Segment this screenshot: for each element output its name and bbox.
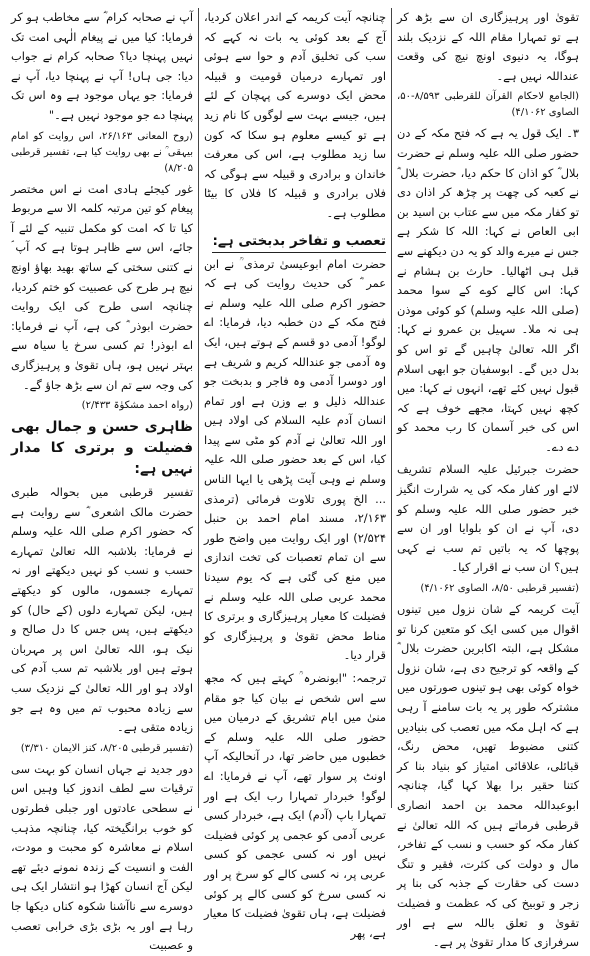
column-divider (198, 8, 199, 808)
paragraph: حضرت جبرئیل علیہ السلام تشریف لائے اور کفار مکہ کی یہ شرارت انگیز خبر حضور صلی اللہ علیہ وسلم کو دی، آپ نے ان کو بلوایا اور ان سے پوچھا کہ یہ باتیں تم سب نے کہی ہیں؟ ان سب نے اقرار کیا۔ (397, 462, 579, 575)
paragraph: تفسیر قرطبی میں بحوالہ طبری حضرت مالک اشعری ؓ سے روایت ہے کہ حضور اکرم صلی اللہ علیہ وسلم نے فرمایا: بلاشبہ اللہ تعالیٰ تمہارے حسب و نسب کو نہیں دیکھتے اور نہ تمہارے جسموں، مالوں کو دیکھتے ہیں، لیکن تمہارے دلوں (کے حال) کو دیکھتے ہیں، پس جس کا دل صالح و نیک ہو، اللہ تعالیٰ اس پر مہربان ہوتے ہیں اور بلاشبہ تم سب آدم کی اولاد ہو اور اللہ تعالیٰ کے نزدیک سب سے زیادہ محبوب تم میں وہ ہے جو زیادہ متقی ہے۔ (11, 485, 193, 735)
reference: (رواہ احمد مشکوٰۃ ۲/۴۳۳) (81, 400, 193, 412)
column-middle (201, 8, 389, 940)
paragraph: غور کیجئے ہادی امت نے اس مختصر پیغام کو تین مرتبہ کلمہ الا سے مربوط کیا تا کہ امت کو مکمل تنبیہ کے لئے آ جائے، اس سے ظاہر ہوتا ہے کہ آپ ؐ نے کتنی سختی کے ساتھ بھید بھاؤ اونچ نیچ ہر طرح کی عصبیت کو ختم کردیا، چنانچہ اسی طرح کی ایک روایت حضرت ابوذر ؓ کی ہے، آپ نے فرمایا: اے ابوذر! تم کسی سرخ یا سیاہ سے بہتر نہیں ہو، ہاں تقویٰ و پرہیزگاری کی وجہ سے تم ان سے بڑھ جاؤ گے۔ (11, 181, 193, 392)
section-heading: تعصب و تفاخر بدبختی ہے: (212, 231, 386, 253)
paragraph: حضرت امام ابوعیسیٰ ترمذی ؒ نے ابن عمر ؓ کی حدیث روایت کی ہے کہ حضور اکرم صلی اللہ علیہ وسلم نے فتح مکہ کے دن خطبہ دیا، فرمایا: اے لوگو! آدمی دو قسم کے ہوتے ہیں، ایک وہ آدمی جو عنداللہ کریم و شریف ہے اور دوسرا آدمی وہ فاجر و بدبخت جو عنداللہ ذلیل و بے وزن ہے اور تمام انسان آدم علیہ السلام کی اولاد ہیں اور اللہ تعالیٰ نے آدم کو مٹی سے پیدا کیا، اس کے بعد حضور صلی اللہ علیہ وسلم نے وہی آیت پڑھی یا ایہا الناس ... الخ پوری تلاوت فرمائی (ترمذی ۲/۱۶۳، مسند امام احمد بن حنبل ۲/۵۲۴) اور ایک روایت میں واضح طور سے ان تمام تعصبات کی تخت اندازی میں منع کی گئی ہے کہ یوم سیدنا محمد عربی صلی اللہ علیہ وسلم نے فضیلت کا معیار پرہیزگاری و برتری کا مناط محض تقویٰ و پرہیزگاری کو قرار دیا۔ (204, 256, 386, 663)
paragraph: آیت کریمہ کے شان نزول میں تینوں اقوال میں کسی ایک کو متعین کرنا تو مشکل ہے، البتہ اکابرین حضرت بلال ؓ کے واقعہ کو ترجیح دی ہے، شان نزول خواہ کوئی بھی ہو تینوں صورتوں میں مشترکہ طور پر یہ بات سامنے آ رہی ہے کہ اہل مکہ میں تعصب کی بنیادیں کتنی مضبوط تھیں، محض رنگ، قبائلی، علاقائی امتیاز کو بنیاد بنا کر کتنا حقیر برا بھلا کہا گیا، چنانچہ ابوعبداللہ محمد بن احمد انصاری قرطبی فرماتے ہیں کہ اللہ تعالیٰ نے کفار مکہ کو حسب و نسب کے تفاخر، مال و دولت کی کثرت، فقیر و تنگ دست کی حقارت کے جذبہ کی بنا پر زجر و توبیخ کی کہ عظمت و فضیلت تقویٰ و تعلق باللہ سے ہے اور سرفرازی کا مدار تقویٰ پر ہے۔ (397, 602, 579, 950)
paragraph: ۳۔ ایک قول یہ ہے کہ فتح مکہ کے دن حضور صلی اللہ علیہ وسلم نے حضرت بلال ؓ کو اذان کا حکم دیا، حضرت بلال ؓ نے کعبہ کی چھت پر چڑھ کر اذان دی تو کفار مکہ میں سے عتاب بن اسید بن ابی العاص نے کہا: اللہ کا شکر ہے جس نے میرے والد کو یہ دن دیکھنے سے قبل ہی اٹھالیا۔ حارث بن ہشام نے کہا: اس کالے کوے کے سوا محمد (صلی اللہ علیہ وسلم) کو کوئی موذن ہی نہ ملا۔ سہیل بن عمرو نے کہا: اگر اللہ تعالیٰ چاہیں گے تو اس کو بدل دیں گے۔ ابوسفیان جو ابھی اسلام قبول نہیں کئے تھے، انہوں نے کہا: میں کچھ نہیں کہتا، مجھے خوف ہے کہ اس کی خبر آسمان کا رب محمد کو دے دے۔ (397, 126, 579, 454)
column-right (394, 8, 582, 950)
paragraph: ترجمہ: "ابونضرہ ؒ کہتے ہیں کہ مجھ سے اس شخص نے بیان کیا جو مقام منیٰ میں ایام تشریق کے درمیان میں حضور صلی اللہ علیہ وسلم کے خطبوں میں حاضر تھا، در آنحالیکہ آپ اونٹ پر سوار تھے، آپ نے فرمایا: اے لوگو! خبردار تمہارا رب ایک ہے اور تمہارا باپ (آدم) ایک ہے، خبردار کسی عربی آدمی کو عجمی پر کوئی فضیلت نہیں اور نہ کسی عجمی کو کسی عربی پر، نہ کسی کالے کو سرخ پر اور نہ کسی سرخ کو کسی کالے پر کوئی فضیلت ہے، ہاں تقویٰ فضیلت کا معیار ہے، پھر (204, 671, 386, 940)
reference: (روح المعانی ۲۶/۱۶۳، اس روایت کو امام بیہقی ؒ نے بھی روایت کیا ہے، تفسیر قرطبی ۸/۲۰۵) (11, 130, 193, 174)
section-heading: ظاہری حسن و جمال بھی فضیلت و برتری کا مدار نہیں ہے: (11, 419, 193, 478)
reference: (تفسیر قرطبی ۸/۲۰۵، کنز الایمان ۳/۳۱۰) (20, 742, 193, 754)
column-divider (391, 8, 392, 808)
paragraph: تقویٰ اور پرہیزگاری ان سے بڑھ کر ہے تو تمہارا مقام اللہ کے نزدیک بلند ہوگا، یہ دنیوی اونچ نیچ کی وقعت عنداللہ نہیں ہے۔ (397, 10, 579, 83)
reference: (تفسیر قرطبی ۸/۵۰، الصاوی ۴/۱۰۶۲) (420, 583, 579, 595)
paragraph: چنانچہ آیت کریمہ کے اندر اعلان کردیا، آج کے بعد کوئی یہ بات نہ کہے کہ سب کی تخلیق آدم و حوا سے ہوئی اور تمہارے درمیان قومیت و قبیلہ محض ایک دوسرے کی پہچان کے لئے ہیں، جیسے بہت سے لوگوں کا نام زید ہے تو کیسے معلوم ہو سکا کہ کون سا زید مطلوب ہے، اس کی معرفت خاندان و برادری و قبیلہ سے ہوگی کہ فلاں برادری و قبیلہ کا فلاں کا بیٹا مطلوب ہے۔ (204, 10, 386, 220)
reference: (الجامع لاحکام القرآن للقرطبی ۸/۵۹۳-۵۰، الصاوی ۴/۱۰۶۲) (397, 91, 579, 119)
magazine-page (8, 8, 582, 953)
column-left (8, 8, 196, 953)
paragraph: دور جدید نے جہاں انسان کو بہت سی ترقیات سے لطف اندوز کیا وہیں اس نے سطحی عادتوں اور جبلی فطرتوں کو خوب برانگیختہ کیا، چنانچہ مذہب اسلام نے معاشرہ کو محبت و مودت، الفت و انسیت کے زندہ نمونے دیئے تھے لیکن آج انسان کھڑا ہو انتشار ایک ہی دوسرے سے ناآشنا شکوہ کناں دیکھا جا رہا ہے اور یہ بڑی بڑی خرابی تعصب و عصبیت (11, 761, 193, 953)
paragraph: آپ نے صحابہ کرام ؓ سے مخاطب ہو کر فرمایا: کیا میں نے پیغام الٰہی امت تک نہیں پہنچا دیا؟ صحابہ کرام نے جواب دیا: جی ہاں! آپ نے پہنچا دیا، آپ نے فرمایا: جو یہاں موجود ہے وہ اس تک پہنچا دے جو موجود نہیں ہے۔" (11, 10, 193, 122)
